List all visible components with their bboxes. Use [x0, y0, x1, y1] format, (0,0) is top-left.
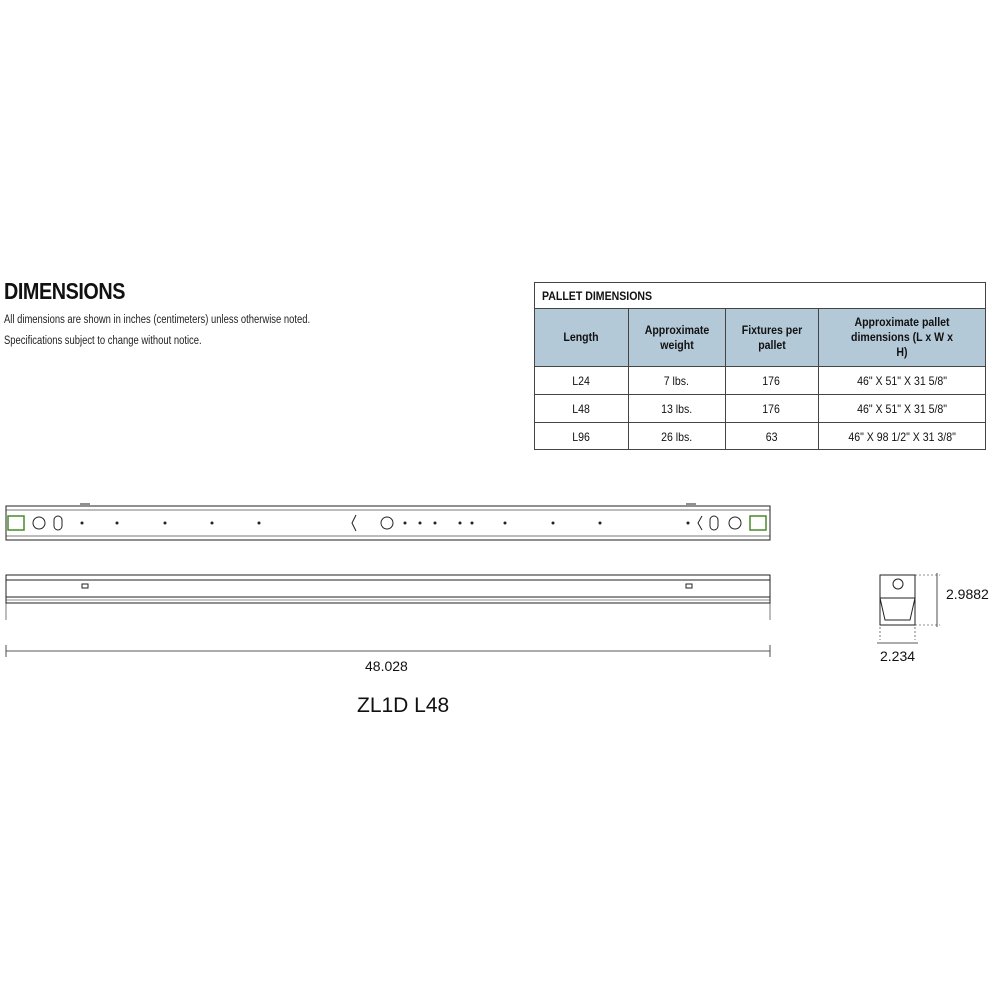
model-label: ZL1D L48	[357, 694, 450, 717]
dimensions-heading: DIMENSIONS	[4, 278, 125, 304]
col-pallet-dims: Approximate pallet dimensions (L x W x H)	[818, 309, 985, 367]
col-length: Length	[535, 309, 628, 367]
width-label: 2.234	[880, 648, 916, 664]
cell: 26 lbs.	[628, 423, 725, 451]
cell: 46" X 51" X 31 5/8"	[818, 367, 985, 395]
end-view	[877, 573, 940, 643]
col-fixtures: Fixtures per pallet	[725, 309, 818, 367]
cell: 46" X 51" X 31 5/8"	[818, 395, 985, 423]
top-view	[6, 504, 770, 540]
cell: 46" X 98 1/2" X 31 3/8"	[847, 429, 956, 444]
cell: 13 lbs.	[628, 395, 725, 423]
length-dimension	[6, 645, 770, 657]
pallet-table-title: PALLET DIMENSIONS	[535, 283, 985, 309]
change-note: Specifications subject to change without notice.	[4, 335, 202, 347]
cell: 7 lbs.	[628, 367, 725, 395]
units-note: All dimensions are shown in inches (centimeters) unless otherwise noted.	[4, 314, 311, 326]
cell: L24	[535, 367, 628, 395]
side-view	[6, 575, 770, 620]
col-weight: Approximate weight	[628, 309, 725, 367]
height-label: 2.9882	[946, 586, 989, 602]
length-label: 48.028	[365, 658, 408, 674]
cell: L48	[535, 395, 628, 423]
cell: 63	[725, 423, 818, 451]
cell: 176	[725, 395, 818, 423]
cell: 176	[725, 367, 818, 395]
cell: L96	[535, 423, 628, 451]
